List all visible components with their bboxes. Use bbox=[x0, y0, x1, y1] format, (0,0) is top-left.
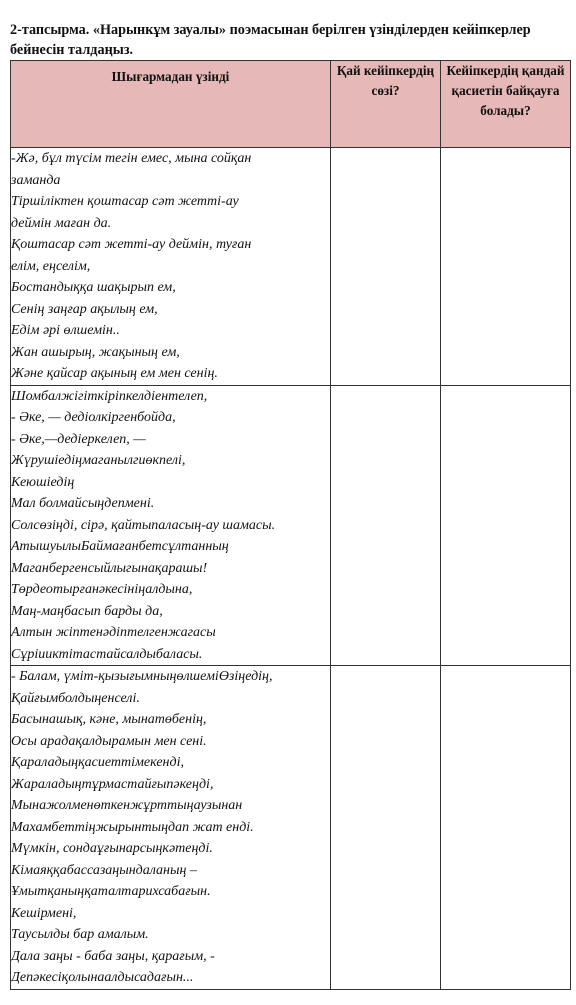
analysis-table bbox=[10, 60, 571, 990]
whose-words-answer-cell[interactable] bbox=[331, 148, 441, 386]
verse-line: Едім әрі өлшемін.. bbox=[11, 323, 120, 338]
verse-line: Махамбеттіңжырынтыңдап жат енді. bbox=[11, 819, 254, 835]
verse-line: Маң-маңбасып барды да, bbox=[11, 603, 163, 619]
trait-answer-cell[interactable] bbox=[441, 148, 571, 386]
whose-words-answer-cell[interactable] bbox=[331, 385, 441, 666]
verse-line: Ұмытқаныңқаталтарихсабағын. bbox=[11, 884, 211, 899]
verse-line: Төрдеотырғанәкесініңалдына, bbox=[11, 582, 193, 597]
verse-line: Солсөзіңді, сірә, қайтыпаласың-ау шамасы. bbox=[11, 517, 276, 533]
trait-answer-cell[interactable] bbox=[441, 666, 571, 990]
verse-line: Шомбалжігіткіріпкелдіентелеп, bbox=[11, 388, 208, 404]
verse-line: Қараладыңқасиеттімекенді, bbox=[11, 755, 184, 770]
verse-line: АтышуылыБаймағанбетсұлтанның bbox=[11, 539, 229, 554]
verse-line: Депәкесіқолынаалдысадағын... bbox=[11, 970, 194, 985]
verse-line: Мынажолменөткенжұрттыңаузынан bbox=[11, 798, 243, 813]
verse-line: Таусылды бар амалым. bbox=[11, 927, 149, 942]
verse-line: - Әке, — дедіолкіргенбойда, bbox=[11, 410, 176, 425]
table-row bbox=[11, 666, 571, 990]
verse-line: Кешірмені, bbox=[11, 905, 77, 921]
verse-line: заманда bbox=[11, 172, 61, 188]
verse-line: Тіршіліктен қоштасар сәт жетті-ау bbox=[11, 194, 239, 209]
header-excerpt: Шығармадан үзінді bbox=[11, 61, 331, 148]
verse-line: Жан ашырың, жақының ем, bbox=[11, 344, 180, 360]
verse-line: -Жә, бұл түсім тегін емес, мына сойқан bbox=[11, 151, 252, 166]
excerpt-cell bbox=[11, 148, 331, 386]
table-header-row bbox=[11, 61, 571, 148]
verse-line: елім, еңселім, bbox=[11, 258, 91, 274]
excerpt-cell bbox=[11, 385, 331, 666]
verse-line: Қоштасар сәт жетті-ау деймін, туған bbox=[11, 237, 252, 252]
verse-line: Алтын жіптенәдіптелгенжагасы bbox=[11, 625, 216, 640]
whose-words-answer-cell[interactable] bbox=[331, 666, 441, 990]
verse-line: Маганбергенсыйлыгынақарашы! bbox=[11, 560, 208, 576]
header-whose-words: Қай кейіпкердің сөзі? bbox=[331, 61, 441, 148]
verse-line: Бостандыққа шақырып ем, bbox=[11, 280, 176, 295]
verse-line: Кімаяққабассазаңындаланың – bbox=[11, 862, 197, 878]
verse-line: Басынашық, кәне, мынатөбенің, bbox=[11, 712, 207, 727]
verse-line: Сенің заңғар ақылың ем, bbox=[11, 301, 158, 317]
verse-line: Сұріииктітастайсалдыбаласы. bbox=[11, 646, 203, 662]
table-body bbox=[11, 148, 571, 990]
verse-line: Кеюшіедің bbox=[11, 474, 75, 490]
verse-line: Жараладыңтұрмастайғыпәкеңді, bbox=[11, 776, 214, 792]
table-row bbox=[11, 148, 571, 386]
verse-line: Және қайсар ақының ем мен сенің. bbox=[11, 366, 218, 381]
verse-line: Мал болмайсыңдепмені. bbox=[11, 496, 155, 511]
verse-line: Жүрушіедіңмаганылгиөкпелі, bbox=[11, 453, 186, 468]
excerpt-cell bbox=[11, 666, 331, 990]
verse-line: Осы арадақалдырамын мен сені. bbox=[11, 733, 207, 749]
verse-line: Дала заңы - баба заңы, қарағым, - bbox=[11, 948, 215, 964]
task-title: 2-тапсырма. «Нарынкұм зауалы» поэмасынан берілген үзінділерден кейіпкерлер бейнесін талдаңыз. bbox=[10, 22, 531, 58]
verse-line: - Балам, үміт-қызығымныңөлшеміӨзіңедің, bbox=[11, 669, 273, 684]
verse-line: деймін маған да. bbox=[11, 215, 112, 231]
verse-line: - Әке,—дедіеркелеп, — bbox=[11, 431, 146, 447]
table-row bbox=[11, 385, 571, 666]
verse-line: Қайғымболдыңенселі. bbox=[11, 690, 140, 706]
trait-answer-cell[interactable] bbox=[441, 385, 571, 666]
verse-line: Мүмкін, сондаұғынарсыңкәтеңді. bbox=[11, 841, 213, 856]
header-trait: Кейіпкердің қандай қасиетін байқауға болады? bbox=[441, 61, 571, 148]
